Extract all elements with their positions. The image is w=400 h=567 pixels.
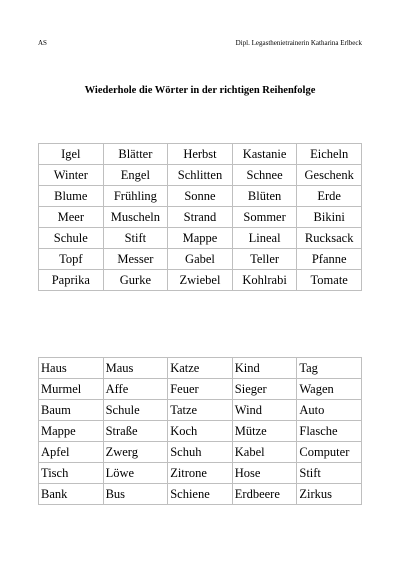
word-cell: Tatze	[168, 400, 233, 421]
word-cell: Paprika	[39, 270, 104, 291]
word-cell: Bus	[103, 484, 168, 505]
word-cell: Frühling	[103, 186, 168, 207]
table-row	[39, 358, 362, 379]
word-cell: Zwerg	[103, 442, 168, 463]
word-cell: Blüten	[232, 186, 297, 207]
word-cell: Kohlrabi	[232, 270, 297, 291]
word-cell: Erde	[297, 186, 362, 207]
word-cell: Katze	[168, 358, 233, 379]
word-cell: Straße	[103, 421, 168, 442]
word-cell: Zitrone	[168, 463, 233, 484]
word-table-centered	[38, 143, 362, 291]
word-cell: Muscheln	[103, 207, 168, 228]
word-cell: Stift	[297, 463, 362, 484]
word-cell: Engel	[103, 165, 168, 186]
word-table-left-aligned	[38, 357, 362, 505]
word-cell: Feuer	[168, 379, 233, 400]
header-initials: AS	[38, 39, 47, 47]
page-title: Wiederhole die Wörter in der richtigen Reihenfolge	[84, 85, 316, 96]
word-cell: Apfel	[39, 442, 104, 463]
word-cell: Hose	[232, 463, 297, 484]
word-cell: Schlitten	[168, 165, 233, 186]
word-cell: Zwiebel	[168, 270, 233, 291]
word-cell: Blume	[39, 186, 104, 207]
word-cell: Mappe	[168, 228, 233, 249]
word-cell: Murmel	[39, 379, 104, 400]
word-cell: Igel	[39, 144, 104, 165]
word-cell: Stift	[103, 228, 168, 249]
word-cell: Wagen	[297, 379, 362, 400]
word-table-centered-body	[39, 144, 362, 291]
word-cell: Eicheln	[297, 144, 362, 165]
word-cell: Kabel	[232, 442, 297, 463]
word-cell: Mappe	[39, 421, 104, 442]
word-cell: Teller	[232, 249, 297, 270]
table-row	[39, 463, 362, 484]
word-cell: Geschenk	[297, 165, 362, 186]
word-cell: Gabel	[168, 249, 233, 270]
word-cell: Schnee	[232, 165, 297, 186]
table-row	[39, 379, 362, 400]
word-cell: Sonne	[168, 186, 233, 207]
word-cell: Pfanne	[297, 249, 362, 270]
word-cell: Lineal	[232, 228, 297, 249]
word-cell: Auto	[297, 400, 362, 421]
word-cell: Schuh	[168, 442, 233, 463]
word-cell: Maus	[103, 358, 168, 379]
header-author: Dipl. Legasthenietrainerin Katharina Erlbeck	[235, 39, 362, 47]
word-cell: Rucksack	[297, 228, 362, 249]
word-cell: Erdbeere	[232, 484, 297, 505]
word-cell: Flasche	[297, 421, 362, 442]
table-row	[39, 165, 362, 186]
word-cell: Bank	[39, 484, 104, 505]
word-cell: Messer	[103, 249, 168, 270]
table-row	[39, 144, 362, 165]
table-row	[39, 249, 362, 270]
word-cell: Sieger	[232, 379, 297, 400]
word-cell: Tag	[297, 358, 362, 379]
table-row	[39, 400, 362, 421]
table-row	[39, 228, 362, 249]
word-cell: Zirkus	[297, 484, 362, 505]
word-cell: Gurke	[103, 270, 168, 291]
word-cell: Schule	[103, 400, 168, 421]
word-cell: Meer	[39, 207, 104, 228]
word-cell: Tomate	[297, 270, 362, 291]
word-cell: Computer	[297, 442, 362, 463]
word-cell: Mütze	[232, 421, 297, 442]
word-cell: Kind	[232, 358, 297, 379]
table-row	[39, 270, 362, 291]
table-row	[39, 421, 362, 442]
word-cell: Kastanie	[232, 144, 297, 165]
word-cell: Haus	[39, 358, 104, 379]
table-row	[39, 207, 362, 228]
word-cell: Löwe	[103, 463, 168, 484]
word-cell: Schule	[39, 228, 104, 249]
word-cell: Affe	[103, 379, 168, 400]
word-cell: Wind	[232, 400, 297, 421]
word-cell: Sommer	[232, 207, 297, 228]
word-table-left-aligned-body	[39, 358, 362, 505]
word-cell: Winter	[39, 165, 104, 186]
word-cell: Strand	[168, 207, 233, 228]
word-cell: Tisch	[39, 463, 104, 484]
word-cell: Herbst	[168, 144, 233, 165]
table-row	[39, 442, 362, 463]
table-row	[39, 484, 362, 505]
word-cell: Blätter	[103, 144, 168, 165]
word-cell: Koch	[168, 421, 233, 442]
word-cell: Schiene	[168, 484, 233, 505]
table-row	[39, 186, 362, 207]
word-cell: Bikini	[297, 207, 362, 228]
word-cell: Topf	[39, 249, 104, 270]
word-cell: Baum	[39, 400, 104, 421]
